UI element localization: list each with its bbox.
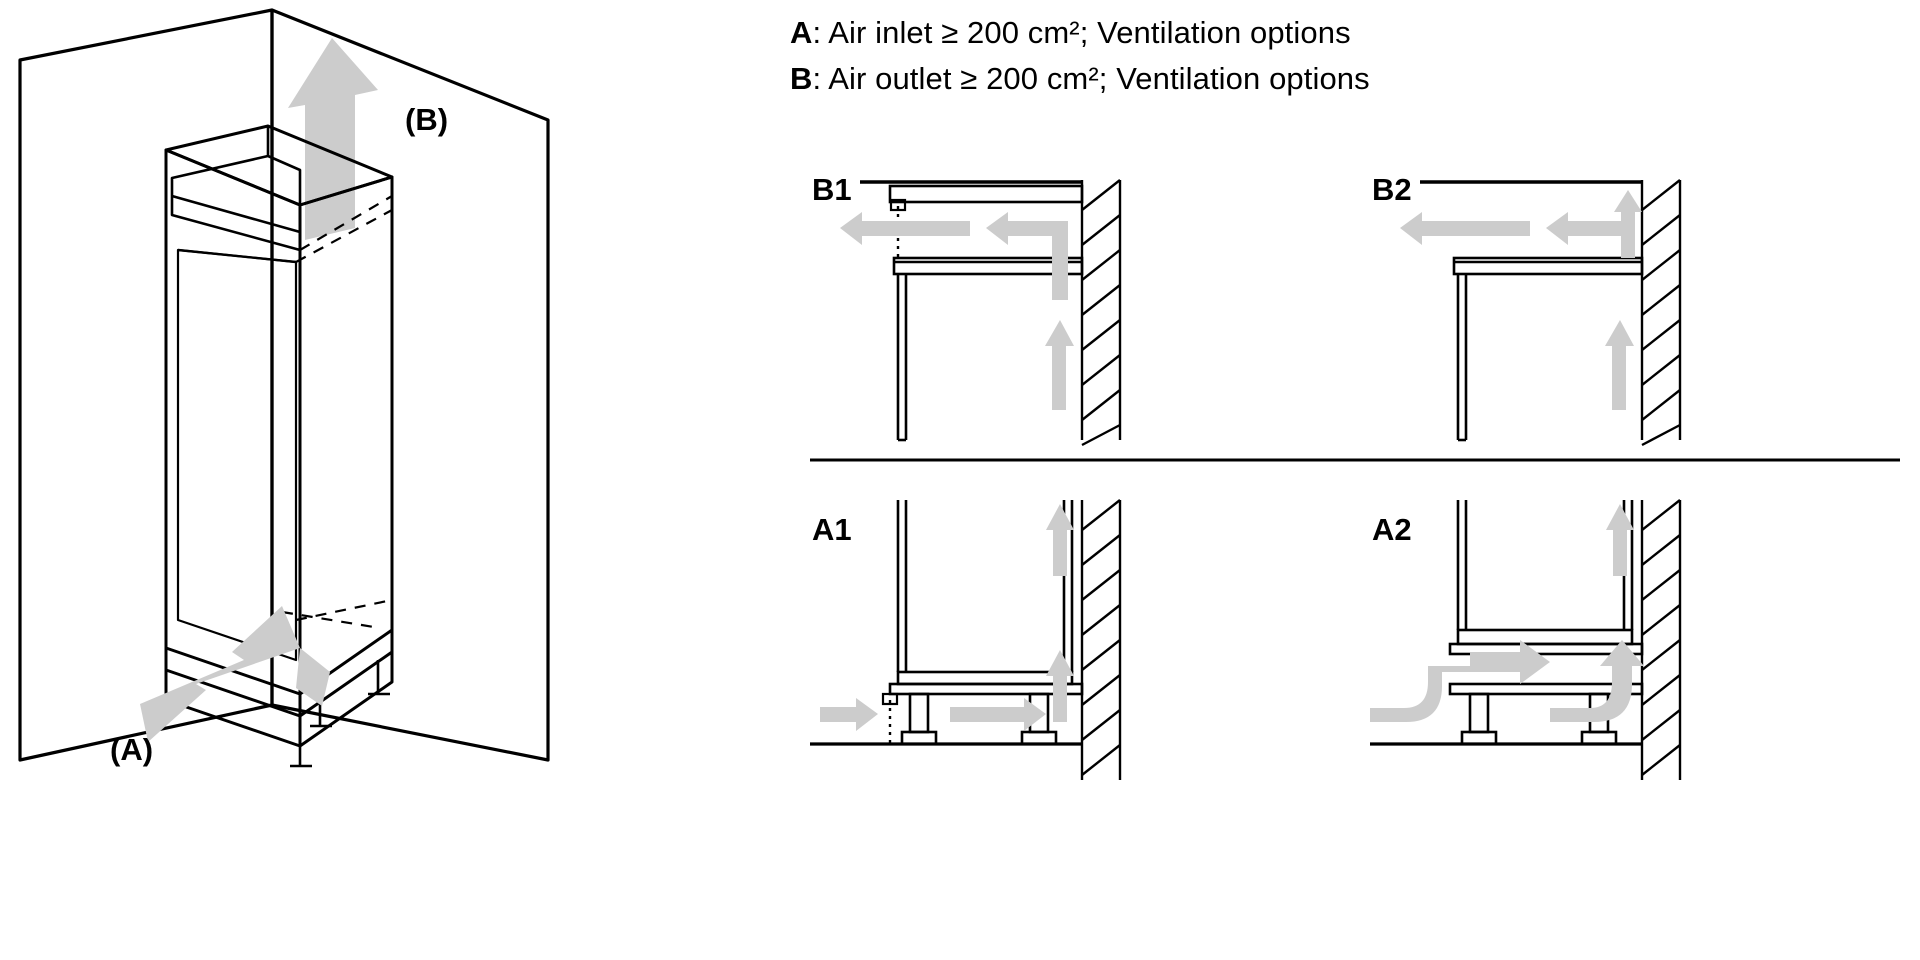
right-figures-panel xyxy=(790,0,1920,960)
legend-text-b: : Air outlet ≥ 200 cm²; Ventilation options xyxy=(812,61,1370,96)
figure-a2 xyxy=(1370,500,1680,780)
a1-wall-hatch xyxy=(1082,500,1120,780)
a1-appliance xyxy=(898,500,1072,684)
cabinet-cavity xyxy=(178,250,296,660)
figure-b1 xyxy=(812,172,1120,445)
b2-wall-hatch xyxy=(1642,180,1680,445)
figure-b2-label: B2 xyxy=(1372,172,1412,207)
legend xyxy=(790,10,1910,102)
isometric-cabinet-svg xyxy=(0,0,790,960)
legend-text-a: : Air inlet ≥ 200 cm²; Ventilation options xyxy=(812,15,1351,50)
figure-b2 xyxy=(1372,172,1680,445)
ventilation-figures-svg xyxy=(790,150,1920,960)
figure-b1-label: B1 xyxy=(812,172,852,207)
figure-a1 xyxy=(810,500,1120,780)
figure-a1-label: A1 xyxy=(812,512,852,547)
a1-airflow-arrows xyxy=(820,504,1074,731)
b2-airflow-arrows xyxy=(1400,190,1642,410)
a2-wall-hatch xyxy=(1642,500,1680,780)
legend-key-b: B xyxy=(790,61,813,96)
legend-row-a xyxy=(790,10,1910,56)
b1-wall-hatch xyxy=(1082,180,1120,445)
callout-label-b: (B) xyxy=(405,102,449,137)
callout-label-a: (A) xyxy=(110,732,154,767)
figure-a2-label: A2 xyxy=(1372,512,1412,547)
legend-row-b xyxy=(790,56,1910,102)
legend-key-a: A xyxy=(790,15,813,50)
b1-airflow-arrows xyxy=(840,212,1074,410)
b1-upper-panel xyxy=(890,186,1082,202)
left-illustration-panel xyxy=(0,0,790,960)
